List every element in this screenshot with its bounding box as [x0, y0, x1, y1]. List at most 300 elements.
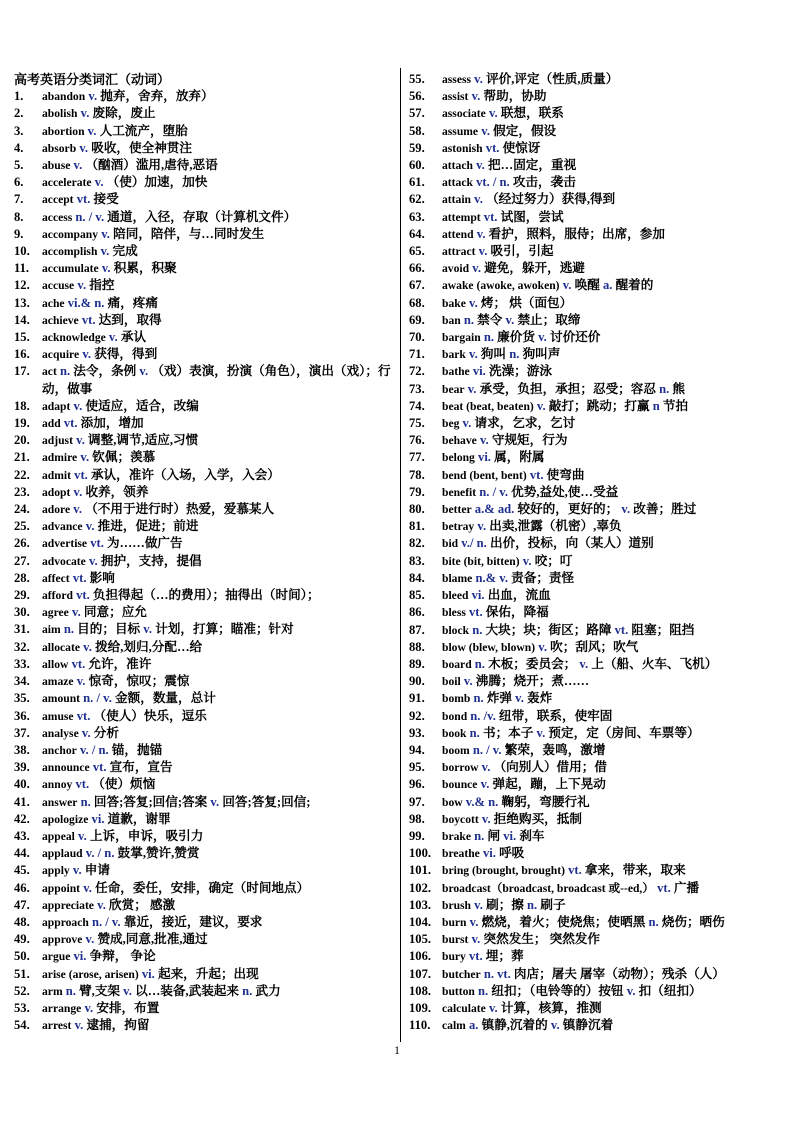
part-of-speech: v. [474, 192, 483, 207]
headword: bow [442, 795, 463, 809]
vocab-entry [409, 346, 781, 363]
part-of-speech: v. [85, 519, 95, 534]
vocab-entry [14, 811, 394, 828]
entry-number: 22. [14, 467, 30, 482]
definition: 吸收，使全神贯注 [91, 140, 192, 155]
definition: 使弯曲 [546, 467, 585, 482]
entry-number: 39. [14, 760, 30, 775]
entry-list-left [14, 88, 394, 1034]
part-of-speech: v. [94, 175, 104, 190]
headword: bring (brought, brought) [442, 864, 565, 878]
part-of-speech: v. [476, 158, 485, 173]
headword: beat (beat, beaten) [442, 399, 534, 413]
part-of-speech: v. [139, 364, 149, 379]
entry-number: 33. [14, 656, 30, 671]
headword: bleed [442, 589, 469, 603]
definition: 回答;答复;回信; [222, 794, 311, 809]
entry-text [42, 449, 394, 466]
entry-number: 23. [14, 484, 30, 499]
entry-number: 21. [14, 450, 30, 465]
definition: 埋；葬 [485, 949, 524, 964]
headword: accomplish [42, 245, 98, 259]
headword: approve [42, 933, 83, 947]
column-divider [400, 68, 401, 1042]
vocab-entry [409, 708, 781, 725]
headword: allow [42, 657, 69, 671]
entry-text [442, 622, 781, 639]
part-of-speech: vt. [568, 863, 582, 878]
definition: 阻塞；阻挡 [631, 622, 695, 637]
entry-number: 98. [409, 811, 425, 826]
definition: 臂,支架 [79, 983, 121, 998]
vocab-entry [14, 914, 394, 931]
definition: （酗酒）滥用,虐待,恶语 [85, 158, 218, 172]
definition: 唤醒 [574, 278, 600, 293]
part-of-speech: v. [481, 123, 490, 138]
headword: advance [42, 520, 83, 534]
definition: 争辩， 争论 [89, 949, 156, 964]
vocab-entry [14, 690, 394, 707]
headword: borrow [442, 761, 479, 775]
entry-number: 80. [409, 502, 425, 517]
part-of-speech: vt. [76, 588, 90, 603]
definition: 木板；委员会； [488, 656, 577, 671]
headword: blame [442, 571, 473, 585]
part-of-speech: n. [469, 725, 480, 740]
definition: 广播 [673, 880, 700, 895]
entry-number: 14. [14, 312, 30, 327]
part-of-speech: vt. / n. [476, 175, 510, 190]
entry-number: 85. [409, 588, 425, 603]
vocab-entry [409, 432, 781, 449]
vocab-entry [409, 880, 781, 897]
entry-number: 108. [409, 983, 432, 998]
vocab-entry [14, 966, 394, 983]
part-of-speech: v. [76, 674, 86, 689]
vocab-entry [14, 639, 394, 656]
entry-text [442, 570, 781, 587]
part-of-speech: v. [478, 244, 488, 259]
headword: abortion [42, 124, 85, 138]
part-of-speech: v. [463, 674, 473, 689]
part-of-speech: n. [63, 622, 74, 637]
headword: associate [442, 107, 486, 121]
definition: 假定，假设 [493, 123, 557, 138]
definition: （戏）表演，扮演（角色），演出（戏）；行动，做事 [42, 364, 391, 396]
part-of-speech: vt. [483, 209, 498, 224]
vocab-entry [409, 966, 781, 983]
entry-text [42, 226, 394, 243]
definition: 禁令 [477, 312, 503, 327]
definition: 承认 [120, 330, 147, 345]
right-column [409, 71, 781, 1034]
part-of-speech: v. [626, 983, 636, 998]
part-of-speech: v. [474, 72, 483, 86]
definition: 靠近，接近，建议，要求 [123, 914, 263, 929]
definition: 陪同，陪伴，与…同时发生 [113, 226, 265, 241]
definition: 吸引，引起 [490, 244, 554, 259]
headword: adapt [42, 399, 71, 413]
entry-number: 106. [409, 949, 432, 964]
entry-text [442, 966, 781, 983]
entry-text [442, 725, 781, 742]
vocab-entry [409, 742, 781, 759]
part-of-speech: v. [78, 828, 87, 843]
definition: 炸弹 [486, 691, 513, 706]
part-of-speech: v. [71, 605, 81, 620]
definition: 回答;答复;回信;答案 [93, 794, 208, 809]
headword: ban [442, 313, 461, 327]
entry-number: 88. [409, 639, 425, 654]
entry-number: 26. [14, 536, 30, 551]
entry-number: 42. [14, 811, 30, 826]
entry-number: 83. [409, 553, 425, 568]
vocab-entry [14, 329, 394, 346]
vocab-entry [409, 622, 781, 639]
vocab-entry [14, 656, 394, 673]
part-of-speech: n. [242, 983, 253, 998]
definition: 拥护，支持，提倡 [100, 553, 202, 568]
definition: 为……做广告 [107, 536, 183, 551]
part-of-speech: v. [477, 519, 487, 534]
part-of-speech: vt. [76, 192, 91, 207]
part-of-speech: v. [471, 932, 481, 947]
headword: abandon [42, 90, 86, 104]
definition: 积累，积聚 [113, 261, 177, 276]
definition: 分析 [93, 725, 119, 740]
headword: anchor [42, 743, 77, 757]
entry-text [42, 621, 394, 638]
entry-text [42, 346, 394, 363]
entry-text [442, 363, 781, 380]
headword: assist [442, 90, 469, 104]
vocab-entry [409, 535, 781, 552]
entry-number: 62. [409, 192, 425, 207]
definition: 钦佩；羡慕 [92, 450, 156, 465]
vocab-entry [409, 1017, 781, 1034]
vocab-entry [409, 123, 781, 140]
headword: assess [442, 73, 471, 86]
definition: 通道，入径，存取（计算机文件） [107, 209, 297, 224]
entry-number: 100. [409, 846, 432, 861]
part-of-speech: v. [550, 1018, 560, 1033]
definition: 鼓掌,赞许,赞赏 [117, 846, 200, 861]
entry-text [442, 742, 781, 759]
definition: 上（船、火车、飞机） [591, 656, 718, 671]
part-of-speech: n. [474, 828, 485, 843]
part-of-speech: v. [108, 330, 118, 345]
headword: admit [42, 468, 71, 482]
vocab-entry [409, 277, 781, 294]
definition: 出卖,泄露（机密）,辜负 [489, 519, 622, 534]
entry-number: 109. [409, 1000, 432, 1015]
entry-text [442, 71, 781, 88]
entry-number: 44. [14, 846, 30, 861]
definition: 抛弃，舍弃，放弃） [100, 89, 214, 104]
part-of-speech: v./ n. [461, 536, 487, 551]
left-column [14, 71, 394, 1034]
definition: 申请 [84, 863, 110, 878]
part-of-speech: v. [80, 450, 90, 465]
part-of-speech: vt. [92, 760, 107, 775]
definition: 使惊讶 [502, 140, 541, 155]
entry-text [42, 862, 394, 879]
part-of-speech: v. / n. [79, 742, 109, 757]
headword: attract [442, 245, 476, 259]
entry-text [442, 708, 781, 725]
entry-number: 19. [14, 416, 30, 431]
definition: 计算，核算，推测 [500, 1000, 602, 1015]
entry-text [442, 105, 781, 122]
entry-text [442, 277, 781, 294]
definition: 咬；叮 [534, 553, 573, 568]
vocab-entry [14, 398, 394, 415]
entry-number: 25. [14, 519, 30, 534]
definition: 烤； 烘（面包） [480, 295, 573, 310]
entry-number: 54. [14, 1018, 30, 1033]
entry-text [442, 191, 781, 208]
headword: arm [42, 984, 63, 998]
definition: 刹车 [519, 828, 545, 843]
entry-text [442, 209, 781, 226]
entry-text [442, 690, 781, 707]
headword: burst [442, 933, 469, 947]
entry-number: 103. [409, 897, 432, 912]
entry-text [442, 587, 781, 604]
definition: 出血，流血 [487, 588, 551, 603]
entry-text [442, 673, 781, 690]
entry-text [42, 398, 394, 415]
entry-text [42, 484, 394, 501]
entry-number: 81. [409, 519, 425, 534]
part-of-speech: v. [101, 226, 110, 241]
vocab-entry [409, 570, 781, 587]
part-of-speech: vi. [471, 588, 485, 603]
entry-text [442, 88, 781, 105]
entry-number: 102. [409, 880, 432, 895]
headword: attack [442, 176, 473, 190]
headword: apply [42, 864, 70, 878]
entry-number: 71. [409, 347, 425, 362]
vocab-entry [409, 243, 781, 260]
part-of-speech: v. [480, 777, 490, 792]
definition: 突然发生； 突然发作 [483, 932, 600, 947]
definition: 允许，准许 [88, 656, 152, 671]
entry-number: 28. [14, 570, 30, 585]
entry-number: 12. [14, 278, 30, 293]
entry-text [442, 604, 781, 621]
part-of-speech: vt. [469, 605, 483, 620]
part-of-speech: v. [469, 295, 478, 310]
vocab-entry [14, 415, 394, 432]
definition: 任命，委任，安排，确定（时间地点） [95, 880, 310, 895]
entry-list-right [409, 71, 781, 1034]
part-of-speech: v. [76, 433, 85, 448]
part-of-speech: v. [83, 639, 92, 654]
part-of-speech: v. [469, 347, 478, 362]
vocab-entry [14, 518, 394, 535]
entry-text [42, 535, 394, 552]
vocab-entry [409, 88, 781, 105]
definition: 使适应，适合，改编 [85, 398, 199, 413]
vocab-entry [14, 742, 394, 759]
entry-text [42, 690, 394, 707]
entry-text [442, 914, 781, 931]
part-of-speech: vt. [529, 467, 544, 482]
entry-text [442, 794, 781, 811]
entry-text [42, 140, 394, 157]
part-of-speech: v. [82, 347, 92, 362]
definition: 调整,调节,适应,习惯 [88, 433, 199, 448]
entry-number: 43. [14, 828, 30, 843]
vocab-entry [14, 880, 394, 897]
entry-number: 52. [14, 983, 30, 998]
entry-text [442, 260, 781, 277]
entry-number: 7. [14, 192, 24, 207]
entry-text [442, 123, 781, 140]
headword: argue [42, 950, 71, 964]
entry-number: 105. [409, 932, 432, 947]
part-of-speech: n. / v. [472, 742, 502, 757]
definition: 上诉，申诉，吸引力 [89, 828, 204, 843]
entry-text [442, 449, 781, 466]
headword: attend [442, 227, 474, 241]
vocab-entry [409, 312, 781, 329]
entry-text [442, 880, 781, 897]
part-of-speech: v. [536, 398, 546, 413]
headword: accept [42, 193, 74, 207]
entry-text [442, 381, 781, 398]
part-of-speech: n. [509, 347, 520, 362]
part-of-speech: v. [474, 897, 483, 912]
headword: appoint [42, 881, 81, 895]
part-of-speech: a. [468, 1018, 479, 1033]
definition: 刷子 [540, 897, 566, 912]
vocab-entry [14, 243, 394, 260]
vocab-entry [409, 484, 781, 501]
headword: better [442, 503, 472, 517]
vocab-entry [409, 759, 781, 776]
headword: ache [42, 296, 65, 310]
headword: boom [442, 743, 470, 757]
vocab-entry [409, 553, 781, 570]
part-of-speech: v. [74, 1018, 84, 1033]
headword: analyse [42, 726, 79, 740]
part-of-speech: vt. [76, 708, 91, 723]
vocab-entry [14, 277, 394, 294]
entry-number: 65. [409, 244, 425, 259]
part-of-speech: v. / n. [85, 846, 115, 861]
definition: 敲打；跳动；打赢 [548, 398, 650, 413]
definition: 起来，升起；出现 [157, 966, 259, 981]
definition: 逮捕，拘留 [86, 1018, 150, 1033]
vocab-entry [409, 690, 781, 707]
part-of-speech: v. [81, 725, 91, 740]
definition: 把…固定，重视 [488, 158, 577, 173]
entry-number: 72. [409, 364, 425, 379]
entry-text [42, 794, 394, 811]
entry-text [442, 398, 781, 415]
part-of-speech: v. [87, 123, 97, 138]
vocab-entry [409, 295, 781, 312]
vocab-entry [409, 174, 781, 191]
entry-number: 58. [409, 123, 425, 138]
definition: 洗澡；游泳 [488, 364, 552, 379]
definition: 轰炸 [527, 691, 553, 706]
part-of-speech: v. [538, 330, 547, 345]
headword: appeal [42, 829, 75, 843]
vocab-entry [409, 828, 781, 845]
headword: bake [442, 296, 466, 310]
part-of-speech: n. [472, 622, 483, 637]
definition: 人工流产，堕胎 [99, 123, 188, 138]
entry-number: 6. [14, 175, 24, 190]
vocab-entry [409, 329, 781, 346]
part-of-speech: vt. [71, 656, 86, 671]
headword: admire [42, 451, 78, 465]
vocab-entry [14, 260, 394, 277]
entry-number: 46. [14, 880, 30, 895]
entry-number: 45. [14, 863, 30, 878]
headword: applaud [42, 847, 83, 861]
entry-number: 93. [409, 725, 425, 740]
headword: avoid [442, 262, 470, 276]
definition: 大块；块；街区；路障 [485, 622, 612, 637]
headword: behave [442, 434, 477, 448]
entry-number: 41. [14, 794, 30, 809]
entry-text [442, 140, 781, 157]
definition: （经过努力）获得,得到 [486, 192, 616, 207]
entry-number: 56. [409, 89, 425, 104]
vocab-entry [409, 587, 781, 604]
vocab-entry [409, 948, 781, 965]
part-of-speech: a.& ad. [474, 502, 515, 517]
entry-text [42, 828, 394, 845]
entry-text [42, 639, 394, 656]
headword: butcher [442, 967, 481, 981]
part-of-speech: v. [472, 261, 481, 276]
entry-number: 40. [14, 777, 30, 792]
part-of-speech: v. [471, 89, 481, 104]
entry-number: 47. [14, 897, 30, 912]
entry-number: 3. [14, 123, 24, 138]
part-of-speech: n. / v. [75, 209, 105, 224]
entry-text [42, 501, 394, 518]
part-of-speech: n. [463, 312, 475, 327]
definition: 负担得起（…的费用）；抽得出（时间）； [92, 588, 320, 603]
entry-number: 30. [14, 605, 30, 620]
headword: aim [42, 623, 61, 637]
entry-text [42, 845, 394, 862]
entry-text [42, 983, 394, 1000]
part-of-speech: n. [59, 364, 71, 379]
part-of-speech: n. / v. [83, 691, 112, 706]
headword: arise (arose, arisen) [42, 967, 139, 981]
part-of-speech: n. [80, 794, 91, 809]
definition: 镇静,沉着的 [481, 1018, 548, 1033]
entry-text [42, 432, 394, 449]
entry-text [42, 604, 394, 621]
entry-number: 48. [14, 914, 30, 929]
definition: 狗叫 [480, 347, 507, 362]
entry-text [42, 1017, 394, 1034]
vocab-entry [409, 518, 781, 535]
headword: afford [42, 589, 73, 603]
entry-number: 89. [409, 656, 425, 671]
headword: bless [442, 606, 466, 620]
entry-text [42, 553, 394, 570]
definition: 醒着的 [615, 278, 654, 293]
